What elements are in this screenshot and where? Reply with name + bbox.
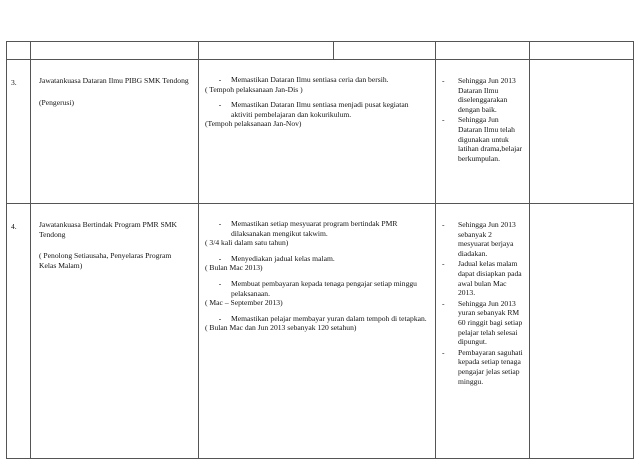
action-text: Memastikan pelajar membayar yuran dalam tempoh di tetapkan. xyxy=(231,313,427,323)
target-item xyxy=(442,259,523,297)
targets-cell xyxy=(436,204,530,459)
action-text: Memastikan Dataran Ilmu sentiasa menjadi pusat kegiatan aktiviti pembelajaran dan kokurikulum. xyxy=(231,100,409,119)
action-item xyxy=(209,100,429,119)
action-text: Menyediakan jadual kelas malam. xyxy=(231,253,335,263)
action-text: Memastikan setiap mesyuarat program bertindak PMR dilaksanakan mengikut takwim. xyxy=(231,219,398,238)
row-number: 3. xyxy=(7,60,31,204)
empty-header-row xyxy=(7,42,634,60)
row-number: 4. xyxy=(7,204,31,459)
dash-bullet: - xyxy=(218,278,222,288)
committee-cell xyxy=(31,60,199,204)
action-item xyxy=(209,219,429,238)
empty-cell xyxy=(530,60,634,204)
table-row xyxy=(7,60,634,204)
committee-role: (Pengerusi) xyxy=(39,97,75,107)
dash-bullet: - xyxy=(442,220,445,229)
dash-bullet: - xyxy=(218,253,222,263)
committee-cell xyxy=(31,204,199,459)
target-item xyxy=(442,348,523,386)
action-text: Membuat pembayaran kepada tenaga pengajar setiap minggu pelaksanaan. xyxy=(231,278,417,298)
action-period: ( 3/4 kali dalam satu tahun) xyxy=(205,238,289,248)
action-text: Memastikan Dataran Ilmu sentiasa ceria dan bersih. xyxy=(231,75,389,84)
action-period: ( Tempoh pelaksanaan Jan-Dis ) xyxy=(205,84,303,94)
document-table xyxy=(6,41,634,459)
target-item xyxy=(442,76,523,114)
target-text: Sehingga Jun 2013 Dataran Ilmu diselenggarakan dengan baik. xyxy=(458,76,516,114)
empty-cell xyxy=(334,42,436,60)
empty-cell xyxy=(199,42,334,60)
target-item xyxy=(442,299,523,347)
target-text: Sehingga Jun 2013 yuran sebanyak RM 60 ringgit bagi setiap pelajar telah selesai dipungut. xyxy=(458,298,523,347)
dash-bullet: - xyxy=(218,313,222,323)
table-row xyxy=(7,204,634,459)
committee-title: Jawatankuasa Dataran Ilmu PIBG SMK Tendong xyxy=(39,76,189,85)
actions-cell xyxy=(199,204,436,459)
dash-bullet: - xyxy=(218,219,222,228)
target-text: Sehingga Jun Dataran Ilmu telah digunakan untuk latihan drama,belajar berkumpulan. xyxy=(458,115,523,163)
action-item xyxy=(209,254,429,264)
action-period: ( Bulan Mac 2013) xyxy=(205,263,263,273)
target-item xyxy=(442,220,523,258)
dash-bullet: - xyxy=(442,115,445,125)
committee-role: ( Penolong Setiausaha, Penyelaras Program Kelas Malam) xyxy=(39,251,172,270)
targets-cell xyxy=(436,60,530,204)
action-item xyxy=(209,75,429,85)
empty-cell xyxy=(530,204,634,459)
target-text: Sehingga Jun 2013 sebanyak 2 mesyuarat berjaya diadakan. xyxy=(458,220,516,258)
empty-cell xyxy=(436,42,530,60)
empty-cell xyxy=(530,42,634,60)
dash-bullet: - xyxy=(442,347,445,357)
empty-cell xyxy=(7,42,31,60)
action-period: (Tempoh pelaksanaan Jan-Nov) xyxy=(205,119,302,129)
action-item xyxy=(209,279,429,298)
action-period: ( Bulan Mac dan Jun 2013 sebanyak 120 setahun) xyxy=(205,323,357,333)
dash-bullet: - xyxy=(442,76,445,85)
action-period: ( Mac – September 2013) xyxy=(205,298,283,308)
empty-cell xyxy=(31,42,199,60)
dash-bullet: - xyxy=(218,100,222,110)
target-text: Jadual kelas malam dapat disiapkan pada awal bulan Mac 2013. xyxy=(458,259,522,298)
dash-bullet: - xyxy=(442,298,445,308)
target-item xyxy=(442,115,523,163)
dash-bullet: - xyxy=(218,75,222,84)
committee-title: Jawatankuasa Bertindak Program PMR SMK Tendong xyxy=(39,220,177,239)
actions-cell xyxy=(199,60,436,204)
target-text: Pembayaran saguhati kepada setiap tenaga pengajar jelas setiap minggu. xyxy=(458,347,523,386)
dash-bullet: - xyxy=(442,259,445,269)
action-item xyxy=(209,314,429,324)
